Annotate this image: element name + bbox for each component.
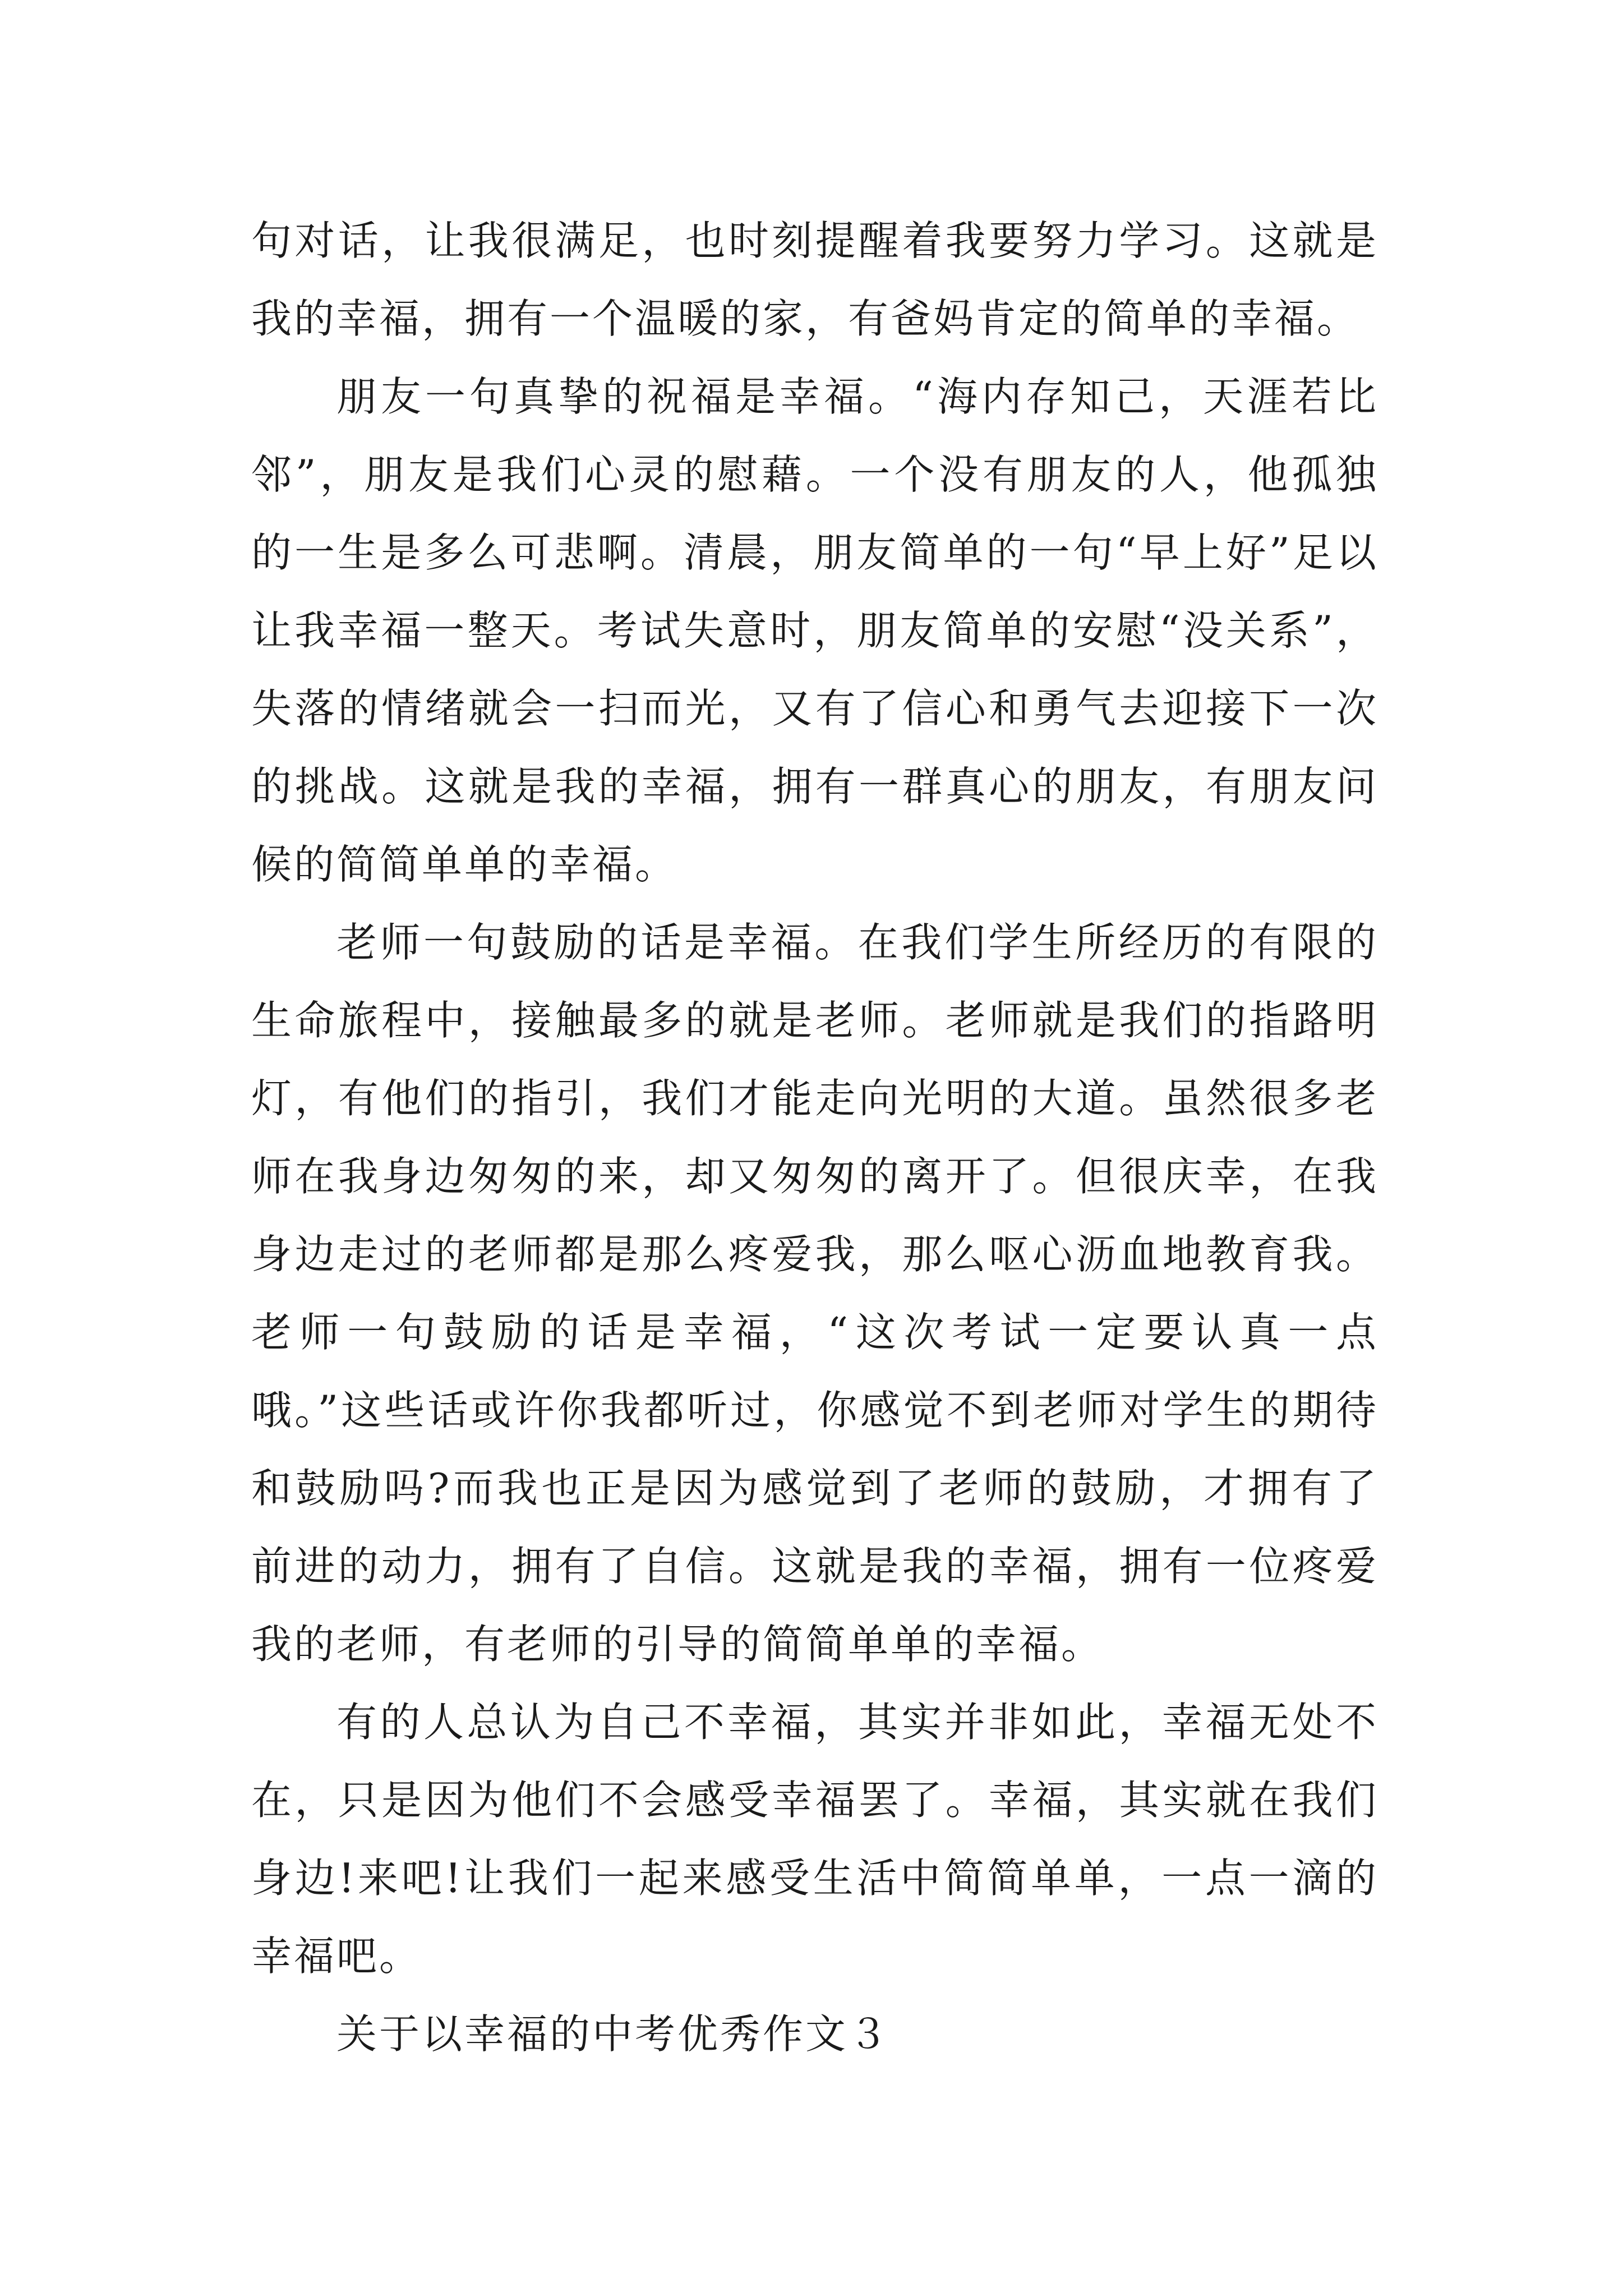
paragraph-1: 句对话，让我很满足，也时刻提醒着我要努力学习。这就是我的幸福，拥有一个温暖的家，有爸妈肯定的简单的幸福。 <box>251 217 1378 342</box>
essay-heading: 关于以幸福的中考优秀作文３ <box>336 2010 891 2058</box>
paragraph-4: 有的人总认为自己不幸福，其实并非如此，幸福无处不在，只是因为他们不会感受幸福罢了。幸福，其实就在我们身边!来吧!让我们一起来感受生活中简简单单，一点一滴的幸福吧。 <box>251 1699 1378 1980</box>
paragraph-3: 老师一句鼓励的话是幸福。在我们学生所经历的有限的生命旅程中，接触最多的就是老师。老师就是我们的指路明灯，有他们的指引，我们才能走向光明的大道。虽然很多老师在我身边匆匆的来，却又匆匆的离开了。但很庆幸，在我身边走过的老师都是那么疼爱我，那么呕心沥血地教育我。老师一句鼓励的话是幸福，“这次考试一定要认真一点哦。”这些话或许你我都听过，你感觉不到老师对学生的期待和鼓励吗?而我也正是因为感觉到了老师的鼓励，才拥有了前进的动力，拥有了自信。这就是我的幸福，拥有一位疼爱我的老师，有老师的引导的简简单单的幸福。 <box>251 919 1378 1668</box>
paragraph-2: 朋友一句真挚的祝福是幸福。“海内存知己，天涯若比邻”，朋友是我们心灵的慰藉。一个没有朋友的人，他孤独的一生是多么可悲啊。清晨，朋友简单的一句“早上好”足以让我幸福一整天。考试失意时，朋友简单的安慰“没关系”，失落的情绪就会一扫而光，又有了信心和勇气去迎接下一次的挑战。这就是我的幸福，拥有一群真心的朋友，有朋友问候的简简单单的幸福。 <box>251 373 1378 888</box>
document-body <box>251 202 1378 2073</box>
